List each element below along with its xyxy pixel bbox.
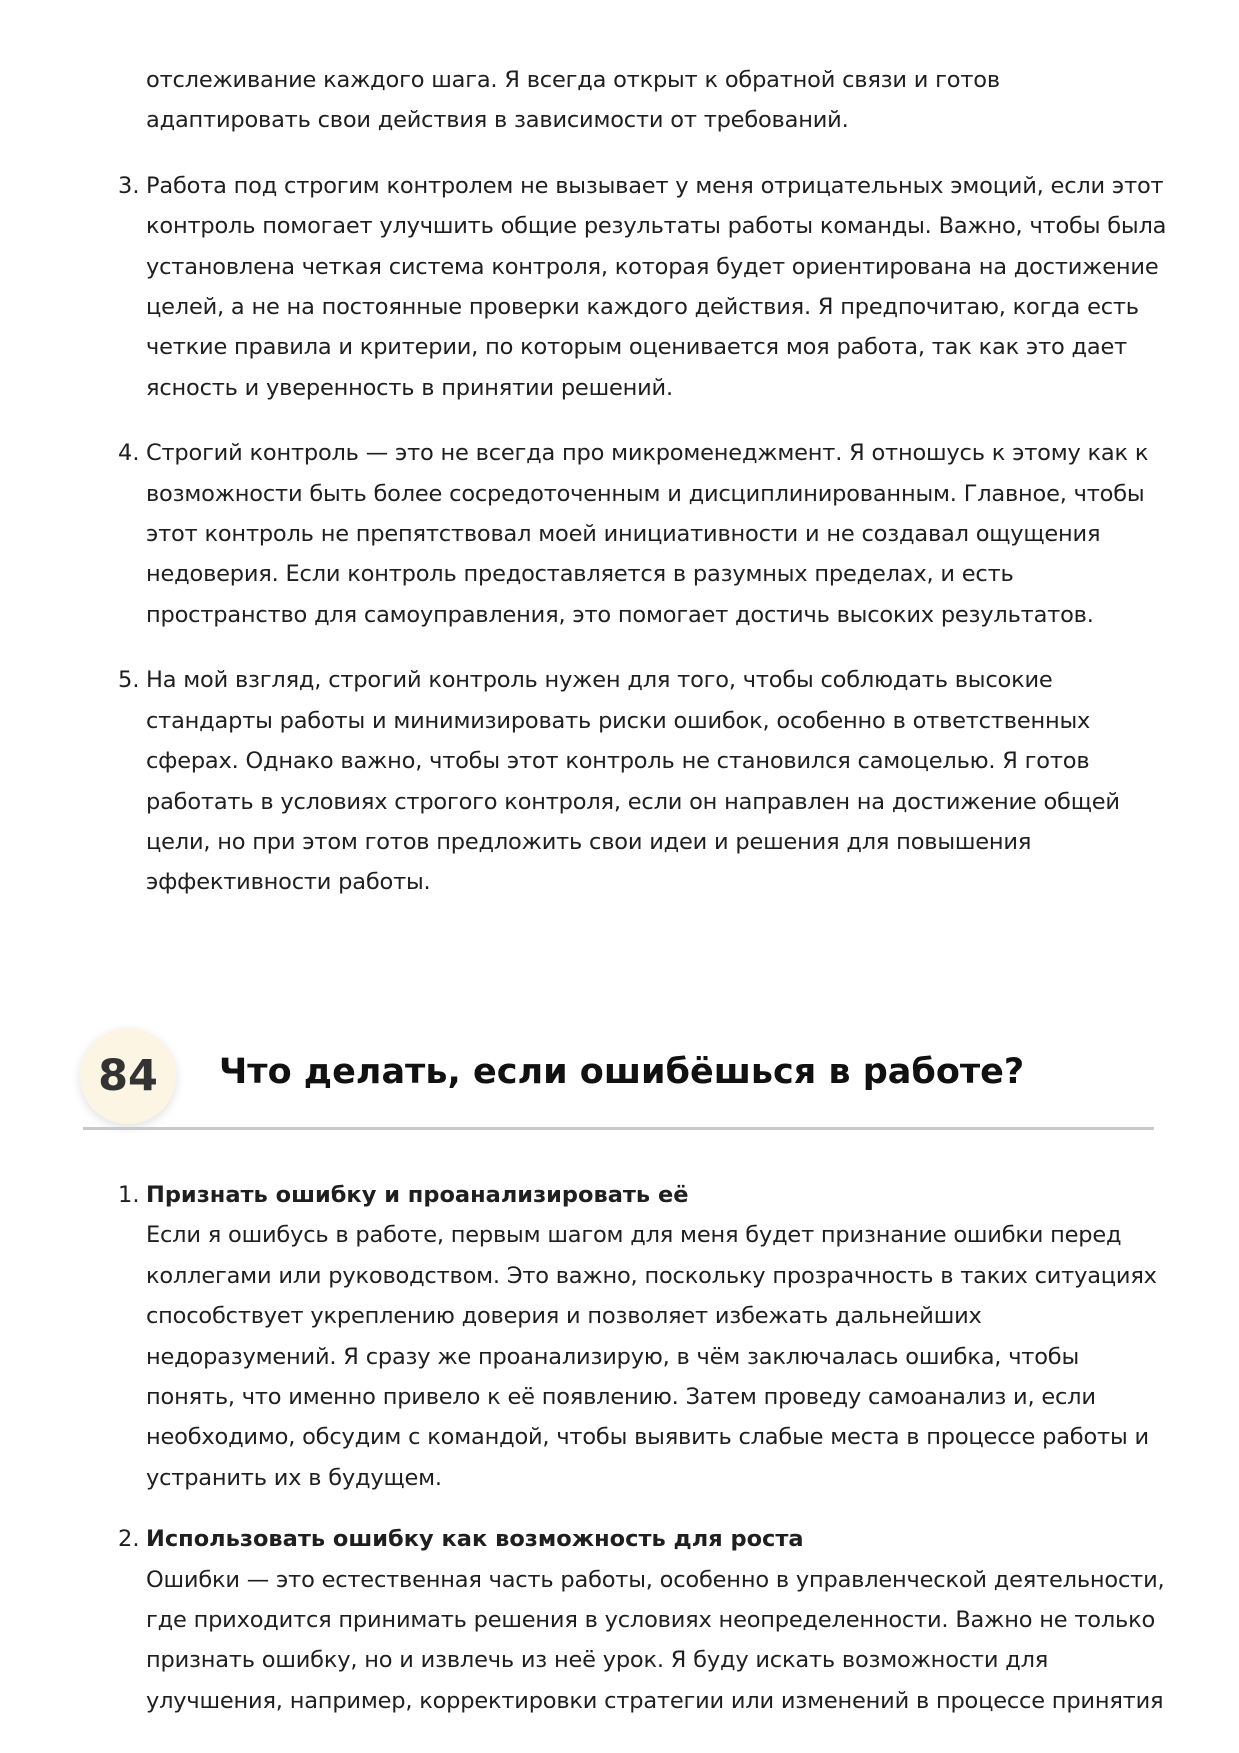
answer-list <box>118 1175 1168 1742</box>
list-item-title: Признать ошибку и проанализировать её <box>146 1182 689 1208</box>
list-item-continuation <box>118 60 1168 141</box>
section-divider <box>83 1127 1154 1130</box>
list-item <box>118 1519 1168 1721</box>
section-title: Что делать, если ошибёшься в работе? <box>219 1052 1025 1092</box>
list-number: 3. <box>118 172 140 199</box>
list-number: 5. <box>118 667 140 694</box>
list-number: 1. <box>118 1182 140 1208</box>
list-item <box>118 1175 1168 1498</box>
answer-list-previous <box>118 60 1168 928</box>
list-item <box>118 166 1168 408</box>
paragraph-text: На мой взгляд, строгий контроль нужен для того, чтобы соблюдать высокие стандарты работы и минимизировать риски ошибок, особенно в ответственных сферах. Однако важно, чтобы этот контроль не становился самоцелью. Я готов работать в условиях строгого контроля, если он направлен на достижение общей цели, но при этом готов предложить свои идеи и решения для повышения эффективности работы. <box>146 667 1120 896</box>
question-number-badge: 84 <box>80 1028 176 1124</box>
paragraph-text: Строгий контроль — это не всегда про микроменеджмент. Я отношусь к этому как к возможности быть более сосредоточенным и дисциплинированным. Главное, чтобы этот контроль не препятствовал моей инициативности и не создавал ощущения недоверия. Если контроль предоставляется в разумных пределах, и есть пространство для самоуправления, это помогает достичь высоких результатов. <box>146 440 1149 628</box>
list-number: 4. <box>118 440 140 467</box>
paragraph-text: Ошибки — это естественная часть работы, особенно в управленческой деятельности, где приходится принимать решения в условиях неопределенности. Важно не только признать ошибку, но и извлечь из неё урок. Я буду искать возможности для улучшения, например, корректировки стратегии или изменений в процессе принятия <box>146 1566 1165 1714</box>
list-item <box>118 433 1168 635</box>
paragraph-text: Работа под строгим контролем не вызывает у меня отрицательных эмоций, если этот контроль помогает улучшить общие результаты работы команды. Важно, чтобы была установлена четкая система контроля, которая будет ориентирована на достижение целей, а не на постоянные проверки каждого действия. Я предпочитаю, когда есть четкие правила и критерии, по которым оценивается моя работа, так как это дает ясность и уверенность в принятии решений. <box>146 172 1167 401</box>
list-number: 2. <box>118 1526 140 1553</box>
paragraph-text: Если я ошибусь в работе, первым шагом для меня будет признание ошибки перед коллегами или руководством. Это важно, поскольку прозрачность в таких ситуациях способствует укреплению доверия и позволяет избежать дальнейших недоразумений. Я сразу же проанализирую, в чём заключалась ошибка, чтобы понять, что именно привело к её появлению. Затем проведу самоанализ и, если необходимо, обсудим с командой, чтобы выявить слабые места в процессе работы и устранить их в будущем. <box>146 1222 1157 1491</box>
list-item <box>118 660 1168 902</box>
list-item-title: Использовать ошибку как возможность для роста <box>146 1526 804 1553</box>
paragraph-text: отслеживание каждого шага. Я всегда открыт к обратной связи и готов адаптировать свои действия в зависимости от требований. <box>146 67 1000 134</box>
